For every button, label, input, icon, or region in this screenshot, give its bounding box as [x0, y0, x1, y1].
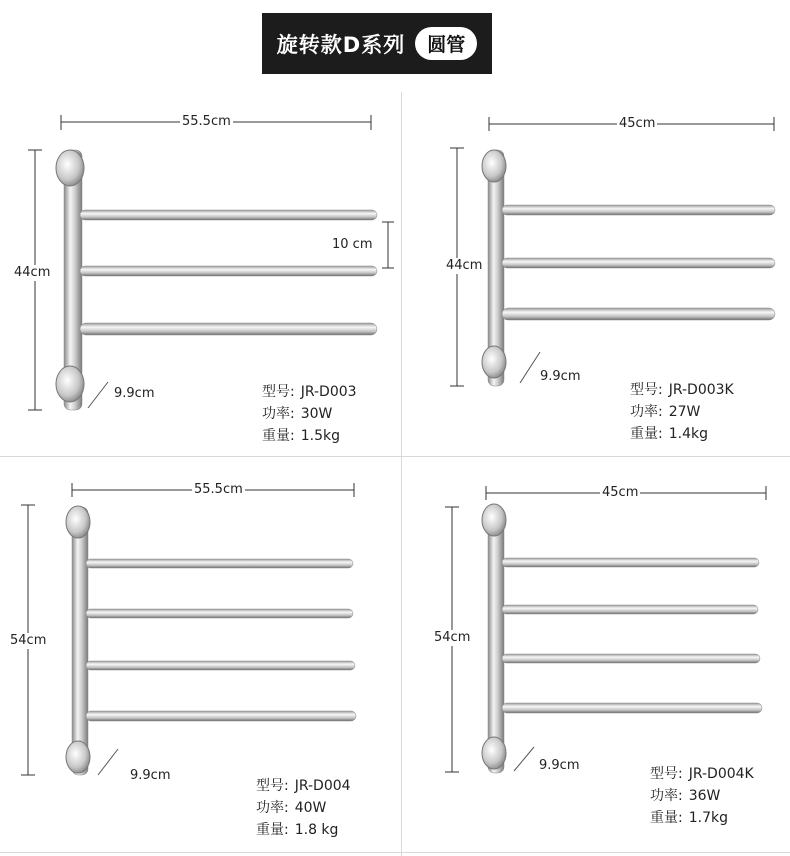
product-panel-d003: [0, 0, 400, 456]
spec-weight: 重量: 1.5kg: [262, 428, 340, 444]
depth-label: 9.9cm: [540, 369, 581, 384]
spec-model: 型号: JR-D003K: [630, 382, 734, 398]
divider-bottom: [0, 852, 790, 853]
product-panel-d004: [0, 457, 400, 852]
spec-power: 功率: 27W: [630, 404, 701, 420]
spec-list: [630, 379, 734, 445]
height-label: 54cm: [10, 633, 47, 648]
depth-label: 9.9cm: [130, 768, 171, 783]
product-panel-d003k: [402, 0, 790, 456]
spacing-label: 10 cm: [332, 237, 373, 252]
spec-list: [256, 775, 351, 841]
spec-power: 功率: 30W: [262, 406, 333, 422]
page-title: 旋转款D系列: [276, 32, 406, 57]
height-label: 54cm: [434, 630, 471, 645]
spec-model: 型号: JR-D004: [256, 778, 351, 794]
spec-power: 功率: 36W: [650, 788, 721, 804]
spec-model: 型号: JR-D004K: [650, 766, 754, 782]
height-label: 44cm: [14, 265, 51, 280]
height-label: 44cm: [446, 258, 483, 273]
spec-model: 型号: JR-D003: [262, 384, 357, 400]
spec-list: [262, 381, 357, 447]
spec-weight: 重量: 1.4kg: [630, 426, 708, 442]
spec-weight: 重量: 1.8 kg: [256, 822, 339, 838]
spec-list: [650, 763, 754, 829]
title-badge: 圆管: [415, 27, 477, 60]
product-panel-d004k: [402, 457, 790, 852]
spec-weight: 重量: 1.7kg: [650, 810, 728, 826]
spec-power: 功率: 40W: [256, 800, 327, 816]
depth-label: 9.9cm: [539, 758, 580, 773]
width-label: 55.5cm: [194, 482, 243, 497]
width-label: 45cm: [619, 116, 656, 131]
width-label: 55.5cm: [182, 114, 231, 129]
width-label: 45cm: [602, 485, 639, 500]
depth-label: 9.9cm: [114, 386, 155, 401]
